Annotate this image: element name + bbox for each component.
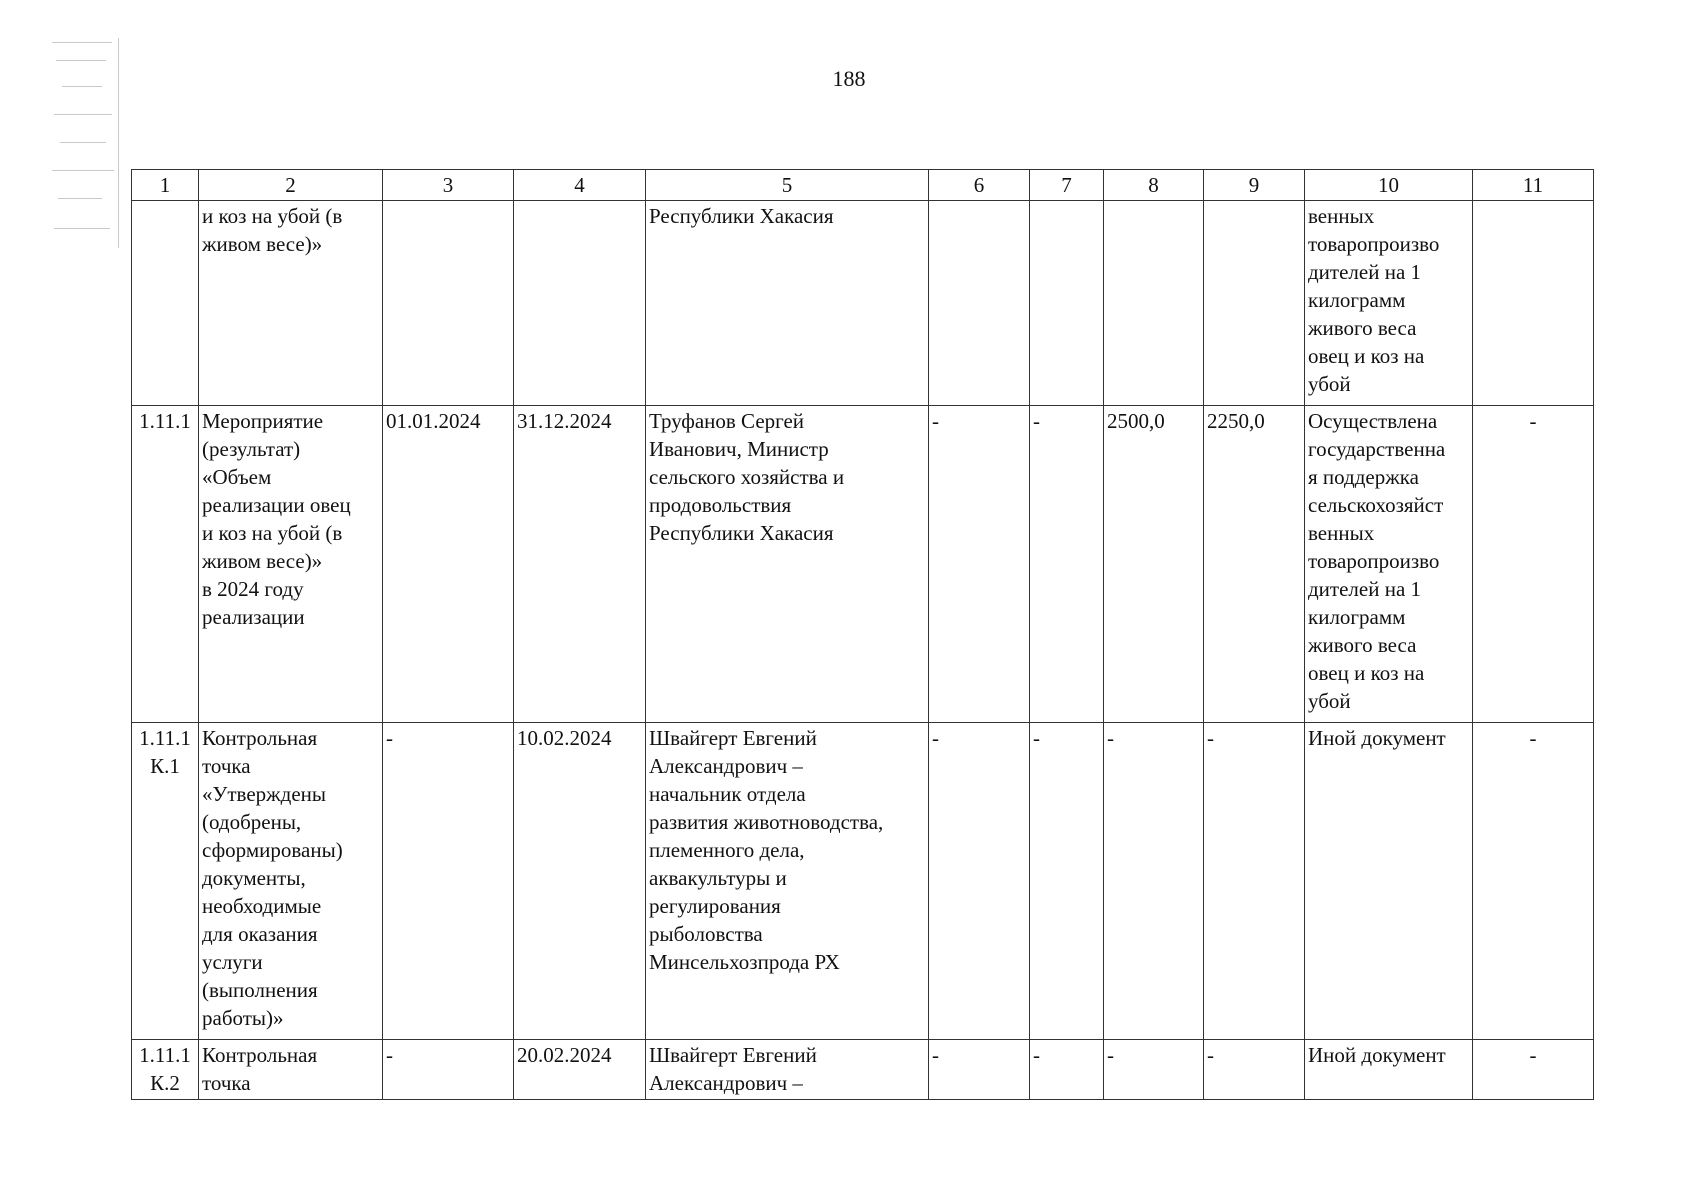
header-cell: 2 [199,170,383,201]
table-cell [1473,201,1594,406]
table-cell: - [1104,723,1204,1040]
table-cell: 2250,0 [1204,406,1305,723]
table-cell: 1.11.1 К.1 [132,723,199,1040]
header-cell: 10 [1305,170,1473,201]
table-row [132,201,1594,406]
table-cell: - [1204,723,1305,1040]
table-cell: Мероприятие (результат) «Объем реализации овец и коз на убой (в живом весе)» в 2024 году реализации [199,406,383,723]
table-cell: 1.11.1 [132,406,199,723]
header-cell: 3 [383,170,514,201]
table-cell: - [929,1040,1030,1100]
table-cell [132,201,199,406]
table-cell: Республики Хакасия [646,201,929,406]
header-cell: 6 [929,170,1030,201]
header-cell: 4 [514,170,646,201]
header-cell: 11 [1473,170,1594,201]
table-cell: 01.01.2024 [383,406,514,723]
table-cell: 10.02.2024 [514,723,646,1040]
header-cell: 9 [1204,170,1305,201]
plan-table [131,169,1594,1100]
table-cell: и коз на убой (в живом весе)» [199,201,383,406]
page-number: 188 [832,66,866,91]
table-cell: Иной документ [1305,1040,1473,1100]
table-cell: Труфанов Сергей Иванович, Министр сельского хозяйства и продовольствия Республики Хакасия [646,406,929,723]
header-cell: 8 [1104,170,1204,201]
table-cell: венных товаропроизво дителей на 1 килограмм живого веса овец и коз на убой [1305,201,1473,406]
table-cell: - [1030,723,1104,1040]
table-cell: - [383,723,514,1040]
table-cell [383,201,514,406]
table-cell: Швайгерт Евгений Александрович – [646,1040,929,1100]
table-cell [929,201,1030,406]
table-cell: 20.02.2024 [514,1040,646,1100]
table-header-row [132,170,1594,201]
table-cell: - [1030,406,1104,723]
table-cell: Осуществлена государственна я поддержка сельскохозяйст венных товаропроизво дителей на 1 килограмм живого веса овец и коз на убой [1305,406,1473,723]
table-row [132,406,1594,723]
table-cell: 1.11.1 К.2 [132,1040,199,1100]
table-cell: 31.12.2024 [514,406,646,723]
header-cell: 5 [646,170,929,201]
table-cell [514,201,646,406]
table-row [132,1040,1594,1100]
table-cell: - [1030,1040,1104,1100]
table-cell: - [929,406,1030,723]
table-cell [1030,201,1104,406]
table-cell: - [1473,723,1594,1040]
table-cell: - [383,1040,514,1100]
table-row [132,723,1594,1040]
table-cell [1104,201,1204,406]
table-cell: Швайгерт Евгений Александрович – начальник отдела развития животноводства, племенного дела, аквакультуры и регулирования рыболовства Минсельхозпрода РХ [646,723,929,1040]
header-cell: 1 [132,170,199,201]
table-cell: Контрольная точка [199,1040,383,1100]
table-cell: 2500,0 [1104,406,1204,723]
table-cell: - [929,723,1030,1040]
scan-margin-artifact [52,38,124,258]
table-cell [1204,201,1305,406]
header-cell: 7 [1030,170,1104,201]
table-cell: - [1104,1040,1204,1100]
table-cell: Контрольная точка «Утверждены (одобрены, сформированы) документы, необходимые для оказания услуги (выполнения работы)» [199,723,383,1040]
table-cell: - [1473,406,1594,723]
table-cell: Иной документ [1305,723,1473,1040]
table-cell: - [1473,1040,1594,1100]
table-cell: - [1204,1040,1305,1100]
